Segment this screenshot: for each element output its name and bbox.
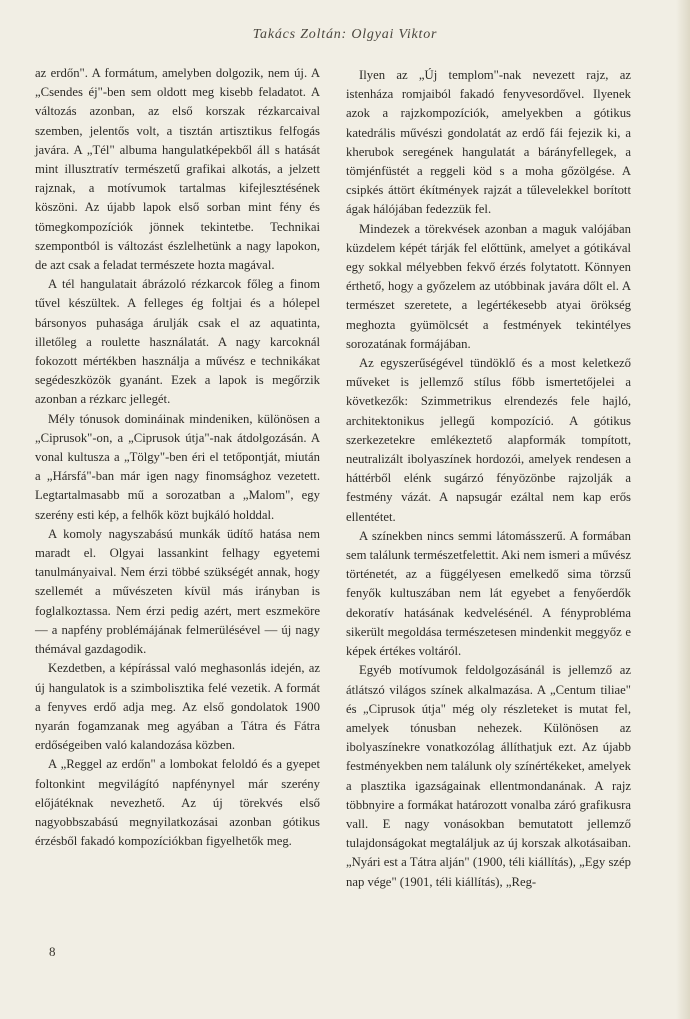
paragraph: A színekben nincs semmi látomásszerű. A formában sem találunk természetfelettit. Aki nem ismeri a művész történetét, az a függélyesen emelkedő sima törzsű fenyők kultuszában nem lát egyebet a fenyőerdők dekoratív hatásának kedvelésénél. A fényprobléma sikerült megoldása természetesen mindenkit meggyőz e képek értékes voltáról. (346, 528, 631, 659)
paragraph: az erdőn". A formátum, amelyben dolgozik, nem új. A „Csendes éj"-ben sem oldott meg kisebb feladatot. A változás azonban, az első korszak rézkarcaival szemben, jelentős volt, a tisztán artisztikus felfogás javára. A „Tél" albuma hangulatképekből áll s hatását mint illusztratív természetű grafikai alkotás, a jelzett rajznak, a motívumok tartalmas kifejlesztésének köszöni. Az újabb lapok első sorban mint fény és tömegkompozíciók jönnek tekintetbe. Technikai szempontból is változást észlelhetünk a nagy lapokon, de azt csak a feladat természete hozta magával. (35, 66, 320, 273)
paragraph: A komoly nagyszabású munkák üdítő hatása nem maradt el. Olgyai lassankint felhagy egyetemi tanulmányaival. Nem érzi többé szükségét annak, hogy szellemét a művészeten kívül más irányban is foglalkoztassa. Nem érzi pedig azért, mert eszmeköre — a napfény problémájának felmerülésével — új nagy thémával gazdagodik. (35, 526, 320, 657)
paragraph: Mély tónusok domináinak mindeniken, különösen a „Ciprusok"-on, a „Ciprusok útja"-nak átdolgozásán. A vonal kultusza a „Tölgy"-ben éri el tetőpontját, miután a „Hársfá"-ban már igen nagy finomsághoz vezetett. Legtartalmasabb mű a sorozatban a „Malom", egy szerény esti kép, a felhők közt bujkáló holddal. (35, 411, 320, 522)
paragraph: A „Reggel az erdőn" a lombokat feloldó és a gyepet foltonkint megvilágító napfénynyel már szerény előjátéknak nevezhető. Az új törekvés első nagyobbszabású megnyilatkozásai azonban gótikus érzésből fakadó kompozíciókban figyelhetők meg. (35, 757, 320, 849)
paragraph: Az egyszerűségével tündöklő és a most keletkező műveket is jellemző stílus főbb ismertetőjelei a következők: Szimmetrikus elrendezés fele hajló, architektonikus jellegű kompozíció. A gótikus szerkezetekre emlékeztető alapformák tompított, neutralizált ibolyaszínek hordozói, amelyek rendesen a háttérből elénk sugárzó fényözönbe rajzolják a festmény vázát. A napsugár ezáltal nem kap erős ellentétet. (346, 356, 631, 524)
right-column (346, 66, 631, 892)
paragraph: Egyéb motívumok feldolgozásánál is jellemző az átlátszó világos színek alkalmazása. A „Centum tiliae" és „Ciprusok útja" még oly részleteket is mutat fel, amelyek tónusban nehezek. Különösen az ibolyaszínekre vonatkozólag állíthatjuk ezt. Az újabb festményekben nem találunk oly színértékeket, amelyek a plasztika igazságainak ellentmondanának. A rajz többnyire a formákat határozott vonalba záró grafikusra vall. E nagy vonásokban bemutatott jellemző tulajdonságokat megtaláljuk az új korszak alkotásaiban. „Nyári est a Tátra alján" (1900, téli kiállítás), „Egy szép nap vége" (1901, téli kiállítás), „Reg- (346, 663, 631, 889)
paragraph: Kezdetben, a képírással való meghasonlás idején, az új hangulatok is a szimbolisztika felé vezetik. A formát a fenyves erdő adja meg. Az első gondolatok 1900 nyarán fogamzanak meg agyában a Tátra és Fátra erdőségeiben való kalandozása közben. (35, 661, 320, 753)
paragraph: A tél hangulatait ábrázoló rézkarcok főleg a finom tűvel készültek. A felleges ég foltjai és a hólepel bársonyos puhasága árulják csak el az aquatinta, illetőleg a roulette használatát. A nagy karcoknál fokozott mértékben használja a művész e technikákat segédeszközök gyanánt. Ezek a lapok is megőrzik azonban a rézkarc jellegét. (35, 277, 320, 407)
left-column (35, 64, 320, 851)
page-edge-shadow (676, 0, 690, 1019)
paragraph: Mindezek a törekvések azonban a maguk valójában küzdelem képét tárják fel előttünk, amelyet a gótikával egy sokkal mélyebben fekvő érzés folytatott. Könnyen érthető, hogy a győzelem az utóbbinak javára dőlt el. A természet szeretete, a legértékesebb atyai örökség meghozta gyümölcsét a festmények tekintélyes sorozatának formájában. (346, 221, 631, 351)
running-header: Takács Zoltán: Olgyai Viktor (252, 27, 438, 42)
page-number: 8 (49, 944, 56, 959)
paragraph: Ilyen az „Új templom"-nak nevezett rajz, az istenháza romjaiból fakadó fenyvesordővel. Ilyenek azok a rajzkompozíciók, amelyekben a gótikus katedrális művészi gondolatát az erdő fái fejezik ki, a kherubok seregének hangulatát a bárányfellegek, a tömjénfüstét a reggeli köd s a moha gőzölgése. A csipkés áttört ékítmények rajzát a tűlevelekkel borított ágak hálójában fedezzük fel. (346, 68, 631, 217)
